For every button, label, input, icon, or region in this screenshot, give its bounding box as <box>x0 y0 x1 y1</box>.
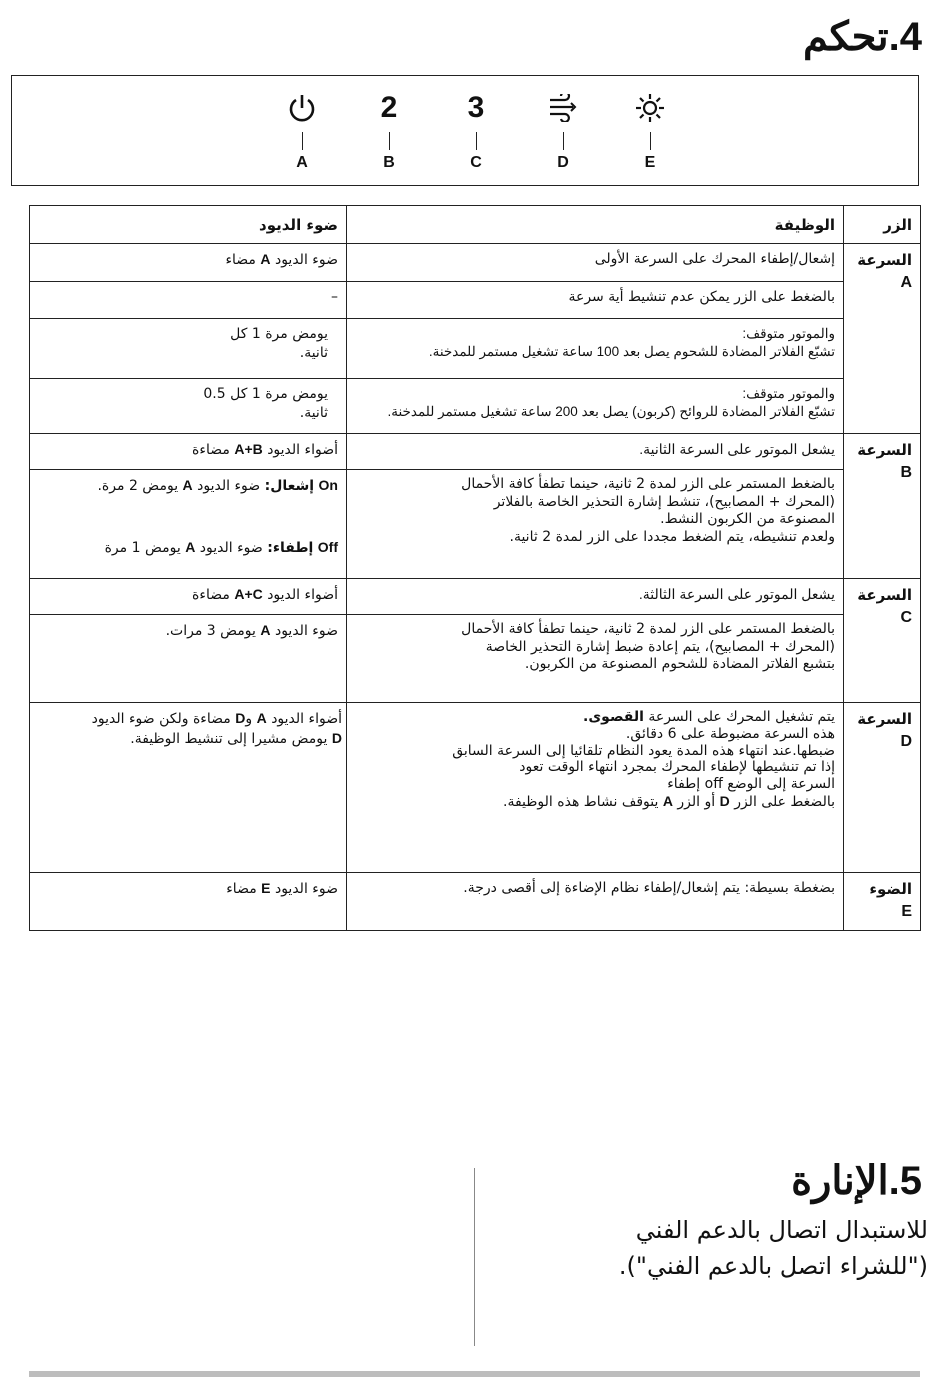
control-a <box>282 90 322 172</box>
function-cell: بضغطة بسيطة: يتم إشعال/إطفاء نظام الإضاءة إلى أقصى درجة. <box>347 873 844 931</box>
table-row <box>30 470 921 579</box>
section-5-line-1: للاستبدال اتصال بالدعم الفني <box>635 1216 928 1244</box>
control-d <box>543 90 583 172</box>
function-cell: بالضغط على الزر يمكن عدم تنشيط أية سرعة <box>347 282 844 319</box>
column-divider <box>474 1168 475 1346</box>
table-header-row <box>30 206 921 244</box>
button-cell-c: السرعة C <box>844 579 921 703</box>
control-b <box>369 90 409 172</box>
led-cell: ضوء الديود A مضاء <box>30 244 347 282</box>
boost-fan-icon <box>543 90 583 126</box>
speed-3-symbol: 3 <box>467 91 485 124</box>
led-cell: يومض مرة 1 كل 0.5 ثانية. <box>30 379 347 434</box>
header-button: الزر <box>844 206 921 244</box>
table-row <box>30 282 921 319</box>
table-row <box>30 319 921 379</box>
control-panel-diagram <box>11 75 919 186</box>
table-row <box>30 244 921 282</box>
function-cell: بالضغط المستمر على الزر لمدة 2 ثانية، حينما تطفأ كافة الأحمال (المحرك + المصابيح)، تنشط إشارة التحذير الخاصة بالفلاتر المصنوعة من الكربون النشط. ولعدم تنشيطه، يتم الضغط مجددا على الزر لمدة 2 ثانية. <box>347 470 844 579</box>
table-row <box>30 379 921 434</box>
section-5-line-2: ("للشراء اتصل بالدعم الفني"). <box>618 1252 928 1280</box>
button-cell-d: السرعة D <box>844 703 921 873</box>
table-row <box>30 873 921 931</box>
table-row <box>30 703 921 873</box>
control-label-b: B <box>383 154 395 171</box>
led-cell: On إشعال: ضوء الديود A يومض 2 مرة. Off إطفاء: ضوء الديود A يومض 1 مرة <box>30 470 347 579</box>
function-cell: والموتور متوقف: تشبّع الفلاتر المضادة للروائح (كربون) يصل بعد 200 ساعة تشغيل مستمر للمدخنة. <box>347 379 844 434</box>
function-table <box>29 205 921 931</box>
function-cell: إشعال/إطفاء المحرك على السرعة الأولى <box>347 244 844 282</box>
header-function: الوظيفة <box>347 206 844 244</box>
section-5-text <box>508 1212 928 1284</box>
led-cell: ضوء الديود E مضاء <box>30 873 347 931</box>
control-e <box>630 90 670 172</box>
function-cell: والموتور متوقف: تشبّع الفلاتر المضادة للشحوم يصل بعد 100 ساعة تشغيل مستمر للمدخنة. <box>347 319 844 379</box>
section-4-title: 4.تحكم <box>802 15 922 59</box>
function-cell: بالضغط المستمر على الزر لمدة 2 ثانية، حينما تطفأ كافة الأحمال (المحرك + المصابيح)، يتم إعادة ضبط إشارة التحذير الخاصة بتشبع الفلاتر المضادة للشحوم المصنوعة من الكربون. <box>347 615 844 703</box>
footer-bar <box>29 1371 920 1377</box>
light-icon <box>630 90 670 126</box>
button-cell-a: السرعة A <box>844 244 921 434</box>
section-5-title: 5.الإنارة <box>791 1159 922 1203</box>
table-row <box>30 579 921 615</box>
control-c <box>456 90 496 172</box>
led-cell: – <box>30 282 347 319</box>
header-led: ضوء الديود <box>30 206 347 244</box>
function-cell: يشعل الموتور على السرعة الثالثة. <box>347 579 844 615</box>
function-cell: يشعل الموتور على السرعة الثانية. <box>347 434 844 470</box>
table-row <box>30 434 921 470</box>
control-label-e: E <box>644 154 656 171</box>
led-cell: أضواء الديود A+C مضاءة <box>30 579 347 615</box>
led-cell: أضواء الديود A+B مضاءة <box>30 434 347 470</box>
control-label-d: D <box>557 154 569 171</box>
table-row <box>30 615 921 703</box>
control-label-c: C <box>470 154 482 171</box>
led-cell: يومض مرة 1 كل ثانية. <box>30 319 347 379</box>
function-cell: يتم تشغيل المحرك على السرعة القصوى. هذه السرعة مضبوطة على 6 دقائق. ضبطها.عند انتهاء هذه المدة يعود النظام تلقائيا إلى السرعة السابق إذا تم تنشيطها لإطفاء المحرك بمجرد انتهاء الوقت تعود السرعة إلى الوضع off إطفاء بالضغط على الزر D أو الزر A يتوقف نشاط هذه الوظيفة. <box>347 703 844 873</box>
button-cell-e: الضوء E <box>844 873 921 931</box>
speed-2-symbol: 2 <box>380 91 398 124</box>
control-label-a: A <box>296 154 308 171</box>
power-icon <box>282 90 322 126</box>
led-cell: أضواء الديود A وD مضاءة ولكن ضوء الديود D يومض مشيرا إلى تنشيط الوظيفة. <box>30 703 347 873</box>
button-cell-b: السرعة B <box>844 434 921 579</box>
led-cell: ضوء الديود A يومض 3 مرات. <box>30 615 347 703</box>
